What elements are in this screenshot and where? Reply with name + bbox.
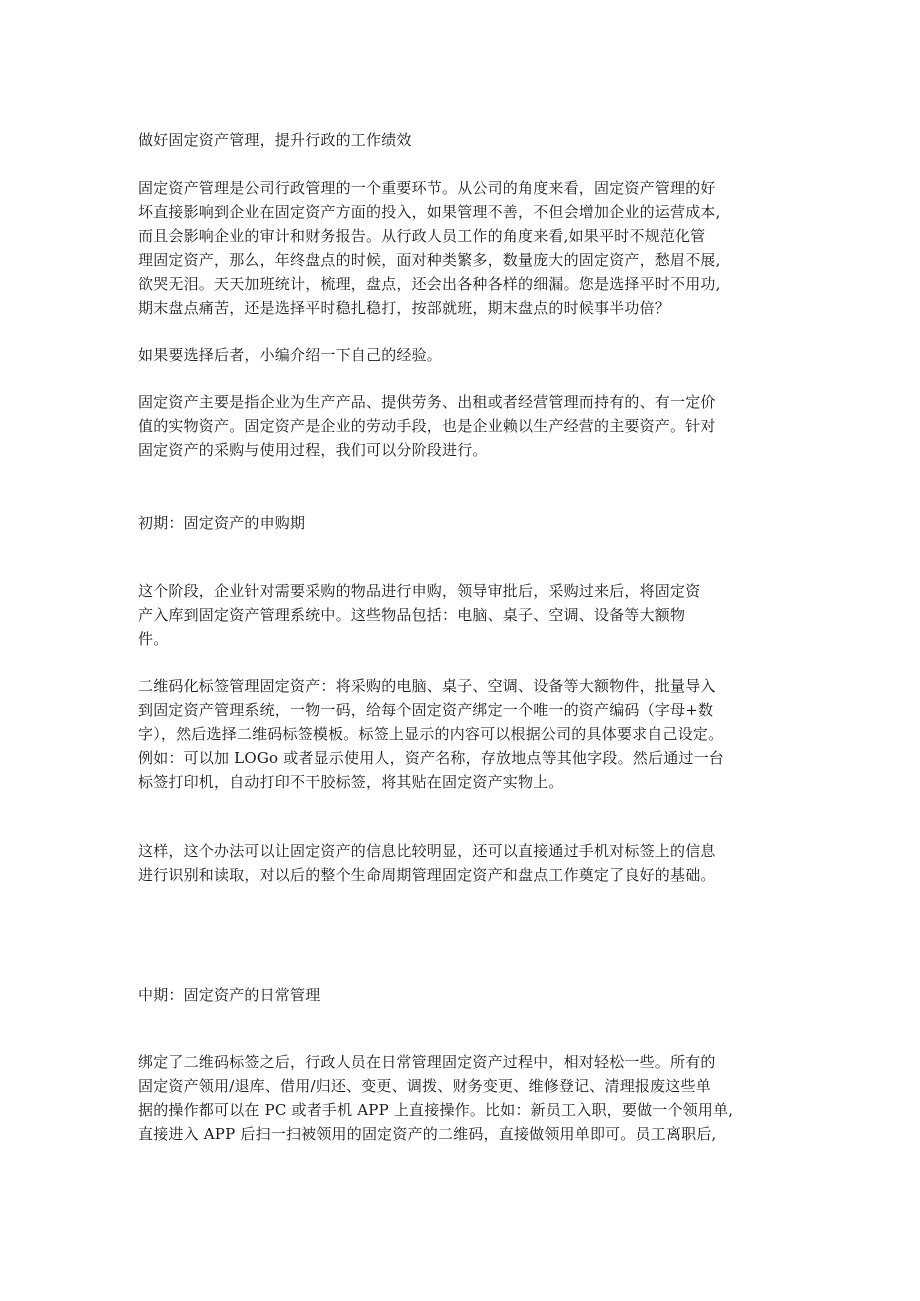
paragraph-line: 固定资产领用/退库、借用/归还、变更、调拨、财务变更、维修登记、清理报废这些单	[138, 1077, 711, 1095]
document-title: 做好固定资产管理，提升行政的工作绩效	[138, 131, 412, 149]
paragraph-line: 期末盘点痛苦，还是选择平时稳扎稳打，按部就班，期末盘点的时候事半功倍？	[138, 299, 671, 317]
paragraph-line: 进行识别和读取，对以后的整个生命周期管理固定资产和盘点工作奠定了良好的基础。	[138, 866, 716, 884]
paragraph-line: 绑定了二维码标签之后，行政人员在日常管理固定资产过程中，相对轻松一些。所有的	[138, 1053, 716, 1071]
paragraph-daily-management	[138, 1050, 733, 1146]
section-heading-middle-phase: 中期：固定资产的日常管理	[138, 986, 321, 1004]
paragraph-line: 据的操作都可以在 PC 或者手机 APP 上直接操作。比如：新员工入职，要做一个领用单,	[138, 1101, 734, 1119]
paragraph-line: 字），然后选择二维码标签模板。标签上显示的内容可以根据公司的具体要求自己设定。	[138, 725, 724, 743]
paragraph-line: 例如：可以加 LOGo 或者显示使用人，资产名称，存放地点等其他字段。然后通过一台	[138, 749, 725, 767]
paragraph-line: 这个阶段，企业针对需要采购的物品进行申购，领导审批后，采购过来后，将固定资	[138, 582, 701, 600]
paragraph-line: 件。	[138, 630, 169, 648]
paragraph-asset-management-intro	[138, 176, 721, 320]
paragraph-line: 坏直接影响到企业在固定资产方面的投入，如果管理不善，不但会增加企业的运营成本,	[138, 203, 721, 221]
paragraph-line: 产入库到固定资产管理系统中。这些物品包括：电脑、桌子、空调、设备等大额物	[138, 606, 686, 624]
paragraph-line: 值的实物资产。固定资产是企业的劳动手段，也是企业赖以生产经营的主要资产。针对	[138, 417, 716, 435]
paragraph-line: 标签打印机，自动打印不干胶标签，将其贴在固定资产实物上。	[138, 773, 564, 791]
paragraph-fixed-asset-definition	[138, 390, 716, 462]
paragraph-line: 直接进入 APP 后扫一扫被领用的固定资产的二维码，直接做领用单即可。员工离职后,	[138, 1125, 717, 1143]
paragraph-line: 这样，这个办法可以让固定资产的信息比较明显，还可以直接通过手机对标签上的信息	[138, 842, 716, 860]
paragraph-line: 固定资产的采购与使用过程，我们可以分阶段进行。	[138, 441, 488, 459]
paragraph-author-experience	[138, 343, 442, 367]
paragraph-qr-label-management	[138, 674, 724, 794]
paragraph-line: 如果要选择后者，小编介绍一下自己的经验。	[138, 346, 443, 364]
paragraph-line: 而且会影响企业的审计和财务报告。从行政人员工作的角度来看,如果平时不规范化管	[138, 227, 706, 245]
paragraph-purchase-phase	[138, 579, 700, 651]
paragraph-line: 固定资产管理是公司行政管理的一个重要环节。从公司的角度来看，固定资产管理的好	[138, 179, 716, 197]
paragraph-line: 理固定资产，那么，年终盘点的时候，面对种类繁多，数量庞大的固定资产，愁眉不展,	[138, 251, 721, 269]
paragraph-line: 到固定资产管理系统，一物一码，给每个固定资产绑定一个唯一的资产编码（字母+数	[138, 701, 714, 719]
paragraph-line: 欲哭无泪。天天加班统计，梳理，盘点，还会出各种各样的细漏。您是选择平时不用功,	[138, 275, 721, 293]
paragraph-line: 二维码化标签管理固定资产：将采购的电脑、桌子、空调、设备等大额物件，批量导入	[138, 677, 716, 695]
section-heading-initial-phase: 初期：固定资产的申购期	[138, 514, 306, 532]
paragraph-label-benefits	[138, 839, 716, 887]
paragraph-line: 固定资产主要是指企业为生产产品、提供劳务、出租或者经营管理而持有的、有一定价	[138, 393, 716, 411]
